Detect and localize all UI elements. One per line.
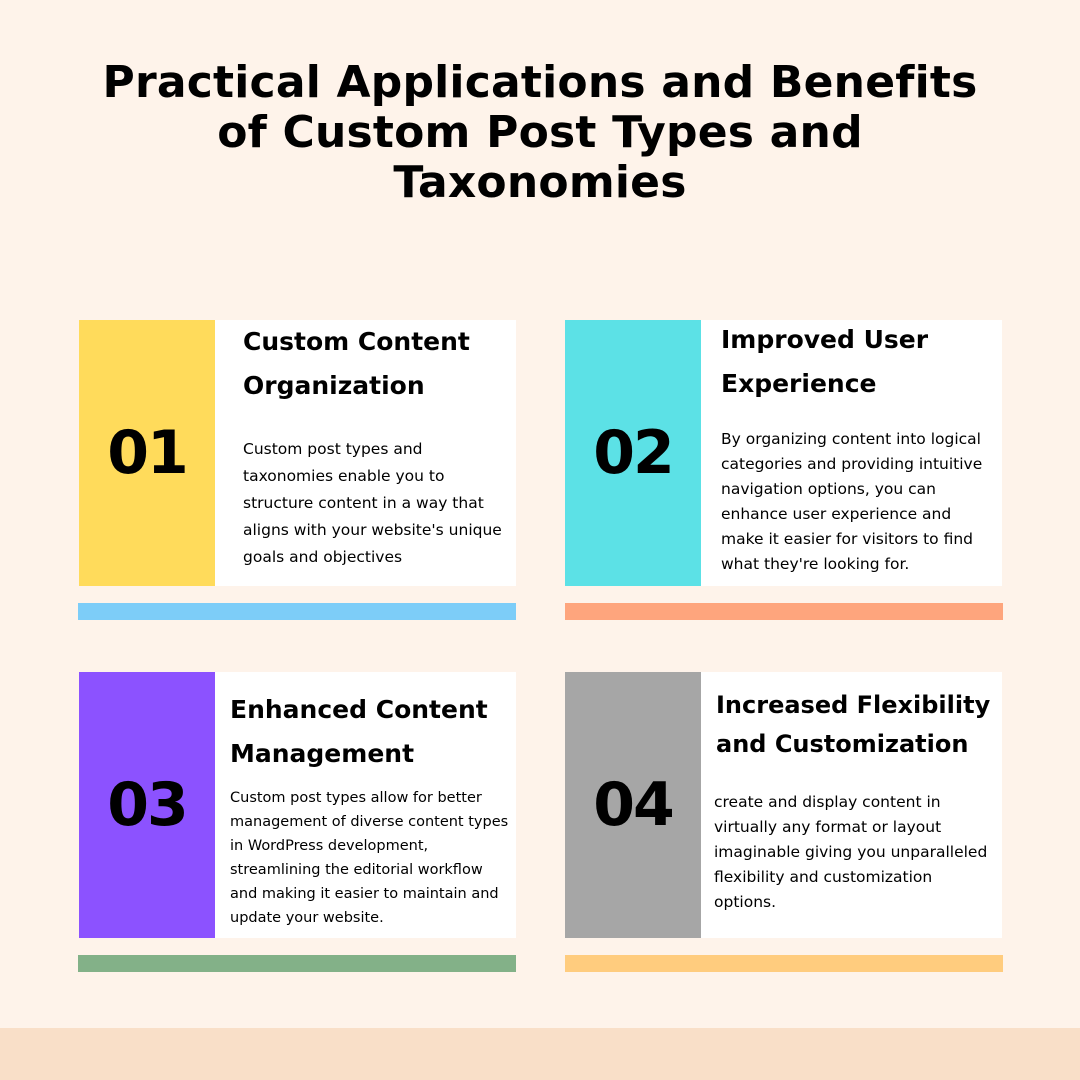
benefit-card-4: [565, 672, 1002, 938]
benefit-card-1: [79, 320, 516, 586]
card-number-block: [79, 672, 215, 938]
benefit-card-2: [565, 320, 1002, 586]
card-body-text: By organizing content into logical categories and providing intuitive navigation options, you can enhance user experience and make it easier for visitors to find what they're looking for.: [721, 430, 983, 573]
card-number: 03: [107, 770, 187, 840]
card-number: 01: [107, 418, 187, 488]
card-body-text: Custom post types allow for better management of diverse content types in WordPress development, streamlining the editorial workflow and making it easier to maintain and update your website.: [230, 790, 509, 926]
footer-band: [0, 1028, 1080, 1080]
accent-bar-2: [565, 603, 1003, 620]
card-number-block: [565, 672, 701, 938]
accent-bar-1: [78, 603, 516, 620]
card-heading: Improved User Experience: [721, 325, 929, 398]
card-number: 02: [593, 418, 673, 488]
accent-bar-3: [78, 955, 516, 972]
card-heading: Custom Content Organization: [243, 327, 470, 400]
accent-bar-4: [565, 955, 1003, 972]
card-number: 04: [593, 770, 673, 840]
benefit-card-3: [79, 672, 516, 938]
card-heading: Enhanced Content Management: [230, 695, 488, 768]
card-heading: Increased Flexibility and Customization: [716, 691, 991, 758]
card-number-block: [79, 320, 215, 586]
card-body-text: Custom post types and taxonomies enable you to structure content in a way that aligns with your website's unique goals and objectives: [243, 440, 502, 566]
card-body-text: create and display content in virtually any format or layout imaginable giving you unparalleled flexibility and customization options.: [714, 793, 988, 911]
card-number-block: [565, 320, 701, 586]
page-title: Practical Applications and Benefits of Custom Post Types and Taxonomies: [102, 57, 978, 208]
